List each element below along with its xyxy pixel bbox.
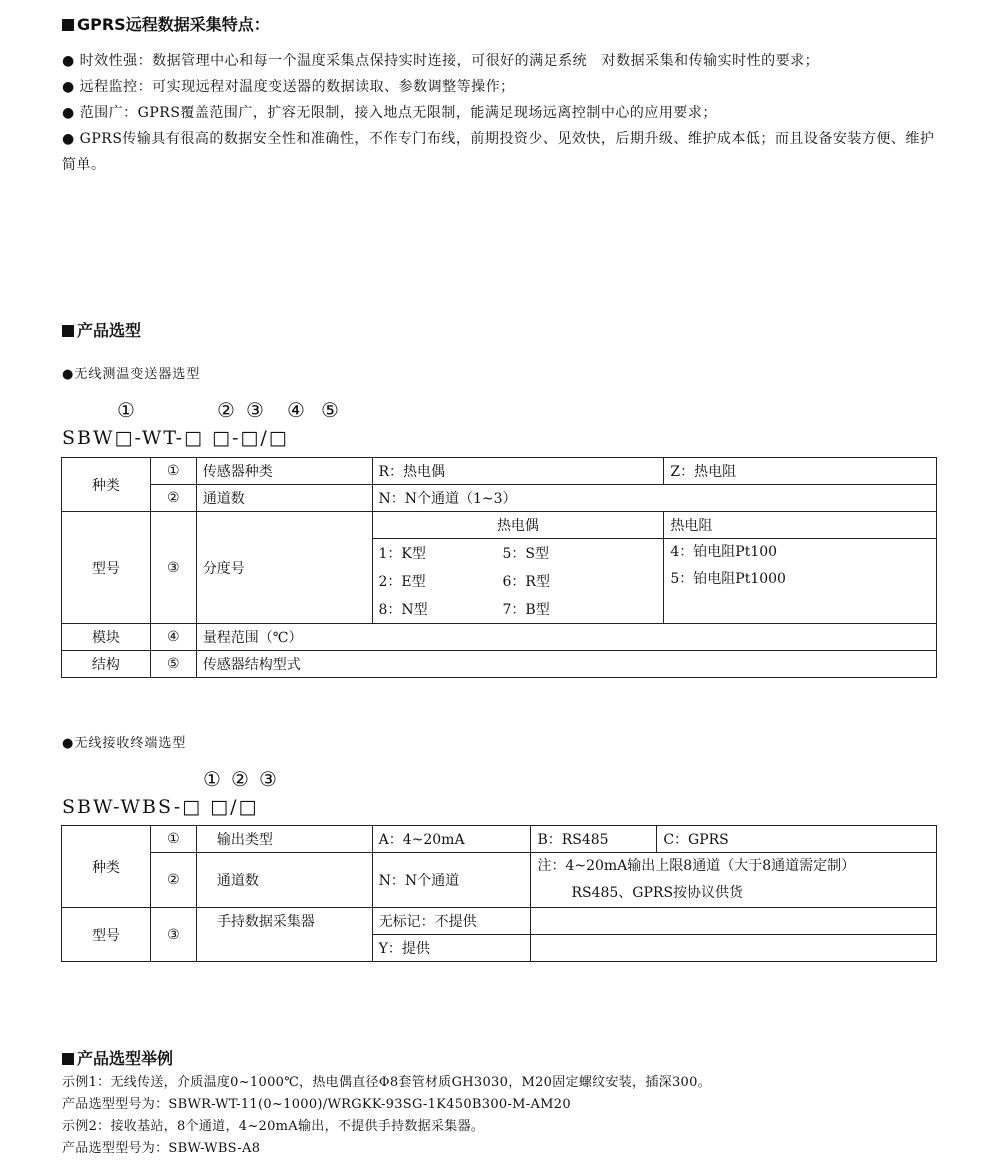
selection-heading: 产品选型 [62,318,141,341]
item-number: ① [150,458,196,485]
item-number: ③ [150,512,196,624]
transmitter-selection-table [61,457,937,678]
square-bullet-icon [62,1053,74,1065]
code-marker: ① [117,398,135,422]
table-row [62,908,937,935]
square-bullet-icon [62,19,74,31]
option-cell: R：热电偶 [372,458,664,485]
row-group-label: 模块 [62,624,151,651]
code-marker: ② [231,767,249,791]
item-name: 通道数 [196,853,372,908]
receiver-model-code: SBW-WBS-□ □/□ [62,796,259,818]
transmitter-model-code: SBW□-WT-□ □-□/□ [62,427,289,449]
item-name: 分度号 [196,512,372,624]
item-name: 传感器种类 [196,458,372,485]
thermocouple-options: 1：K型 5：S型 2：E型 6：R型 8：N型 7：B型 [372,539,664,624]
option-cell: N：N个通道（1~3） [372,485,937,512]
item-number: ⑤ [150,651,196,678]
code-marker: ③ [259,767,277,791]
item-number: ④ [150,624,196,651]
table-row [62,853,937,908]
features-list [62,48,942,178]
note-cell: 注：4~20mA输出上限8通道（大于8通道需定制） RS485、GPRS按协议供货 [531,853,937,908]
features-heading: GPRS远程数据采集特点： [62,12,270,35]
code-marker: ③ [246,398,264,422]
option-cell: B：RS485 [531,826,657,853]
option-cell: A：4~20mA [372,826,531,853]
row-group-label: 结构 [62,651,151,678]
example-line: 产品选型型号为：SBWR-WT-11(0~1000)/WRGKK-93SG-1K450B300-M-AM20 [62,1097,571,1112]
row-group-label: 种类 [62,826,151,908]
table-row [62,624,937,651]
item-name: 量程范围（℃） [196,624,936,651]
transmitter-subheading: ●无线测温变送器选型 [62,367,201,382]
feature-item: ● 时效性强：数据管理中心和每一个温度采集点保持实时连接，可很好的满足系统 对数据采集和传输实时性的要求； [62,53,820,69]
examples-text [62,1072,962,1160]
code-marker: ① [203,767,221,791]
example-line: 示例1：无线传送，介质温度0~1000℃，热电偶直径Φ8套管材质GH3030，M20固定螺纹安装，插深300。 [62,1075,711,1090]
empty-cell [531,908,937,935]
item-name: 通道数 [196,485,372,512]
row-group-label: 型号 [62,908,151,962]
receiver-subheading: ●无线接收终端选型 [62,736,187,751]
code-marker: ⑤ [321,398,339,422]
square-bullet-icon [62,325,74,337]
item-number: ② [150,853,196,908]
option-cell: Y：提供 [372,935,531,962]
row-group-label: 型号 [62,512,151,624]
item-name: 传感器结构型式 [196,651,936,678]
feature-item: ● 范围广：GPRS覆盖范围广，扩容无限制，接入地点无限制，能满足现场远离控制中心的应用要求； [62,105,717,121]
code-marker: ④ [287,398,305,422]
option-cell: Z：热电阻 [664,458,937,485]
column-subheader: 热电阻 [664,512,937,539]
option-cell: C：GPRS [657,826,937,853]
option-cell: N：N个通道 [372,853,531,908]
table-row [62,512,937,539]
code-marker: ② [217,398,235,422]
option-cell: 无标记：不提供 [372,908,531,935]
column-subheader: 热电偶 [372,512,664,539]
item-number: ① [150,826,196,853]
example-line: 产品选型型号为：SBW-WBS-A8 [62,1141,261,1156]
receiver-selection-table [61,825,937,962]
table-row [62,826,937,853]
item-number: ② [150,485,196,512]
table-row [62,458,937,485]
item-number: ③ [150,908,196,962]
feature-item: ● 远程监控：可实现远程对温度变送器的数据读取、参数调整等操作； [62,79,515,95]
item-name: 手持数据采集器 [196,908,372,962]
feature-item: ● GPRS传输具有很高的数据安全性和准确性，不作专门布线，前期投资少、见效快，后期升级、维护成本低；而且设备安装方便、维护简单。 [62,131,935,173]
row-group-label: 种类 [62,458,151,512]
table-row [62,485,937,512]
item-name: 输出类型 [196,826,372,853]
example-line: 示例2：接收基站，8个通道，4~20mA输出，不提供手持数据采集器。 [62,1119,485,1134]
empty-cell [531,935,937,962]
table-row [62,651,937,678]
rtd-options: 4：铂电阻Pt100 5：铂电阻Pt1000 [664,539,937,624]
examples-heading: 产品选型举例 [62,1046,173,1069]
